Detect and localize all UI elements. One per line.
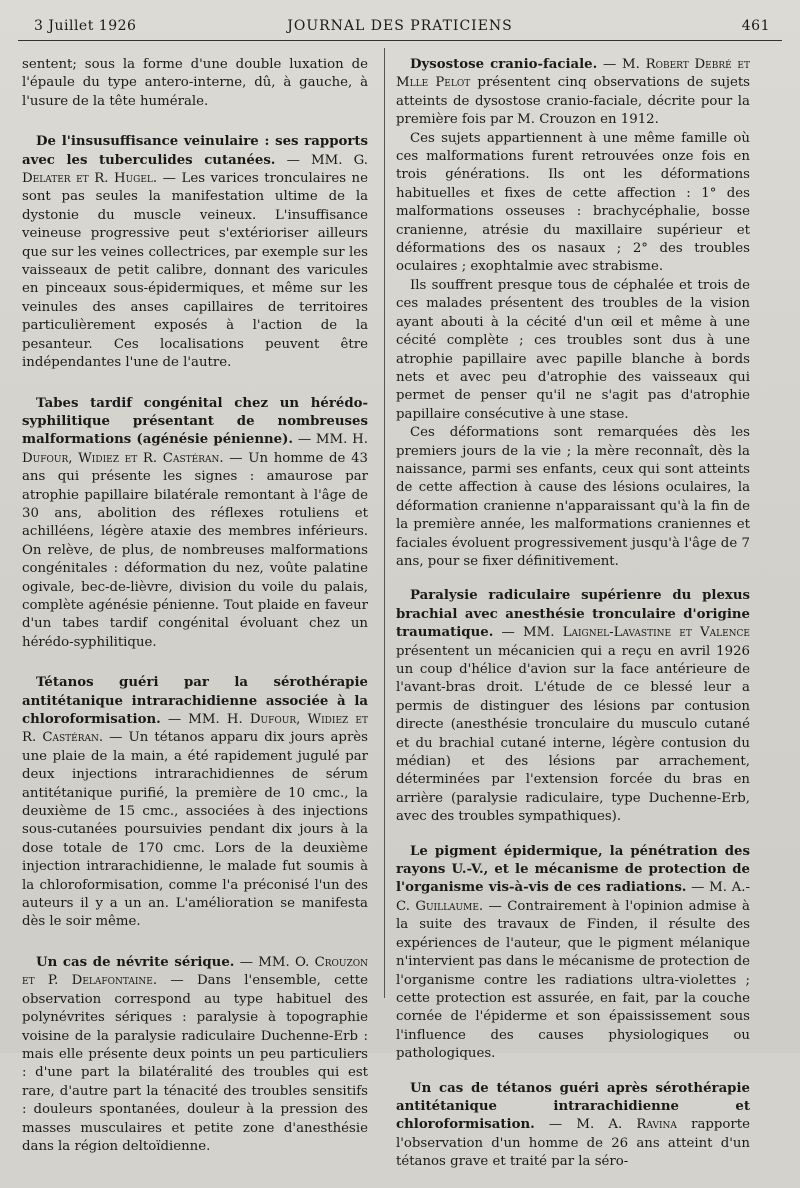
article-title: De l'insusuffisance veinulaire : ses rapports avec les tuberculides cutanées. xyxy=(22,134,368,168)
article-paragraph xyxy=(396,843,750,1064)
issue-date: 3 Juillet 1926 xyxy=(34,18,137,34)
header-rule xyxy=(18,40,782,41)
left-column xyxy=(22,56,368,1178)
article-authors: — MM. Laignel-Lavastine et Valence xyxy=(493,625,750,641)
article-insuffisance-veinulaire xyxy=(22,133,368,372)
article-paragraph: Ces déformations sont remarquées dès les premiers jours de la vie ; la mère reconnaît, dès la naissance, parmi ses enfants, ceux qui sont atteints de cette affection à cause des lésions oculaires, la déformation cranienne n'apparaissant qu'à la fin de la première année, les malformations craniennes et faciales évoluent progressivement jusqu'à l'âge de 7 ans, pour se fixer définitivement. xyxy=(396,425,750,569)
article-nevrite-serique xyxy=(22,954,368,1156)
article-title: Un cas de névrite sérique. xyxy=(36,954,235,970)
article-dysostose xyxy=(396,56,750,571)
article-body: — Un tétanos apparu dix jours après une plaie de la main, a été rapidement jugulé par deux injections intrarachidiennes de sérum antitétanique purifié, la première de 10 cmc., la deuxième de 15 cmc., associées à des injections sous-cutanées poursuivies pendant dix jours à la dose totale de 170 cmc. Lors de la deuxième injection intrarachidienne, le malade fut soumis à la chloroformisation, comme l'a préconisé l'un des auteurs il y a un an. L'amélioration se manifesta dès le soir même. xyxy=(22,730,368,930)
article-authors: — M. Robert Debré et Mlle Pelot xyxy=(396,57,750,91)
article-paragraph: Ces sujets appartiennent à une même famille où ces malformations furent retrouvées onze fois en trois générations. Ils ont les déformations habituelles et fixes de cette affection : 1° des malformations osseuses : brachycéphalie, bosse cranienne, atrésie du maxillaire supérieur et déformations des os nasaux ; 2° des troubles oculaires ; exophtalmie avec strabisme. xyxy=(396,130,750,275)
article-pigment-epidermique xyxy=(396,843,750,1064)
article-body: — Contrairement à l'opinion admise à la suite des travaux de Finden, il résulte des expériences de l'auteur, que le pigment mélanique n'intervient pas dans le mécanisme de protection de l'organisme contre les radiations ultra-violettes ; cette protection est assurée, en fait, par la couche cornée de l'épiderme et son épaississement sous l'influence des causes physiologiques ou pathologiques. xyxy=(396,898,750,1062)
article-body: — Dans l'ensemble, cette observation correspond au type habituel des polynévrites sériques : paralysie à topographie voisine de la paralysie radiculaire Duchenne-Erb : mais elle présente deux points un peu particuliers : d'une part la bilatéralité des troubles qui est rare, d'autre part la ténacité des troubles sensitifs : douleurs spontanées, douleur à la pression des masses musculaires et petite zone d'anesthésie dans la région deltoïdienne. xyxy=(22,973,368,1154)
article-authors: — MM. G. Delater et R. Hugel. xyxy=(22,152,368,187)
article-paragraph xyxy=(396,56,750,130)
article-title: Paralysie radiculaire supérienre du plexus brachial avec anesthésie tronculaire d'origine traumatique. xyxy=(396,588,750,641)
article-body: — Les varices tronculaires ne sont pas seules la manifestation ultime de la dystonie du muscle veineux. L'insuffisance veineuse progressive peut s'extérioriser ailleurs que sur les veines collectrices, par exemple sur les vaisseaux de petit calibre, donnant des varicules en pinceaux sous-épidermiques, et même sur les veinules des anses capillaires de territoires particulièrement exposés à l'action de la pesanteur. Ces localisations peuvent être indépendantes l'une de l'autre. xyxy=(22,171,368,371)
article-paralysie-radiculaire xyxy=(396,587,750,826)
article-tabes-tardif xyxy=(22,395,368,653)
running-header xyxy=(30,18,770,40)
column-rule xyxy=(384,48,385,998)
article-body: présentent un mécanicien qui a reçu en avril 1926 un coup d'hélice d'avion sur la face antérieure de l'avant-bras droit. L'étude de ce blessé leur a permis de distinguer des lésions par contusion directe (anesthésie tronculaire du musculo cutané et du brachial cutané interne, légère contusion du médian) et des lésions par arrachement, déterminées par l'extension forcée du bras en arrière (paralysie radiculaire, type Duchenne-Erb, avec des troubles sympathiques). xyxy=(396,643,750,825)
article-body: présentent cinq observations de sujets atteints de dysostose cranio-faciale, décrite pour la première fois par M. Crouzon en 1912. xyxy=(396,75,750,128)
journal-title: JOURNAL DES PRATICIENS xyxy=(287,18,513,34)
article-authors: — MM. H. Dufour, Widiez et R. Castéran. xyxy=(22,432,368,466)
article-title: Tétanos guéri par la sérothérapie antitétanique intrarachidienne associée à la chloroformisation. xyxy=(22,675,368,727)
article-paragraph xyxy=(22,133,368,372)
article-authors: — M. A.-C. Guillaume. xyxy=(396,880,750,914)
article-paragraph xyxy=(22,954,368,1156)
continued-text: sentent; sous la forme d'une double luxation de l'épaule du type antero-interne, dû, à gauche, à l'usure de la tête humérale. xyxy=(22,57,368,109)
article-paragraph xyxy=(22,674,368,932)
article-paragraph xyxy=(396,587,750,826)
right-column xyxy=(396,56,750,1188)
article-paragraph: Ils souffrent presque tous de céphalée et trois de ces malades présentent des troubles de la vision ayant abouti à la cécité d'un œil et même à une cécité complète ; ces troubles sont dus à une atrophie papillaire avec papille blanche à bords nets et avec peu d'atrophie des vaisseaux qui permet de penser qu'il ne s'agit pas d'atrophie papillaire consécutive à une stase. xyxy=(396,277,750,422)
article-title: Dysostose cranio-faciale. xyxy=(410,57,598,72)
article-authors: — MM. O. Crouzon et P. Delafontaine. xyxy=(22,954,368,989)
page-number: 461 xyxy=(741,18,770,34)
article-title: Un cas de tétanos guéri après sérothérapie antitétanique intrarachidienne et chloroformisation. xyxy=(396,1080,750,1133)
article-paragraph xyxy=(396,1080,750,1172)
article-authors: — M. A. Ravina xyxy=(534,1117,677,1133)
article-title: Le pigment épidermique, la pénétration des rayons U.-V., et le mécanisme de protection de l'organisme vis-à-vis de ces radiations. xyxy=(396,843,750,896)
article-authors: — MM. H. Dufour, Widiez et R. Castéran. xyxy=(22,712,368,746)
article-body: — Un homme de 43 ans qui présente les signes : amaurose par atrophie papillaire bilatérale remontant à l'âge de 30 ans, abolition des réflexes rotuliens et achilléens, légère ataxie des membres inférieurs. On relève, de plus, de nombreuses malformations congénitales : déformation du nez, voûte palatine ogivale, bec-de-lièvre, division du voile du palais, complète agénésie pénienne. Tout plaide en faveur d'un tabes tardif congénital évoluant chez un hérédo-syphilitique. xyxy=(22,450,368,650)
article-tetanos-ravina xyxy=(396,1080,750,1172)
article-paragraph xyxy=(22,395,368,653)
article-body: rapporte l'observation d'un homme de 26 ans atteint d'un tétanos grave et traité par la séro- xyxy=(396,1117,751,1170)
article-tetanos-gueri xyxy=(22,674,368,932)
article-title: Tabes tardif congénital chez un hérédo-syphilitique présentant de nombreuses malformations (agénésie pénienne). xyxy=(22,395,368,448)
